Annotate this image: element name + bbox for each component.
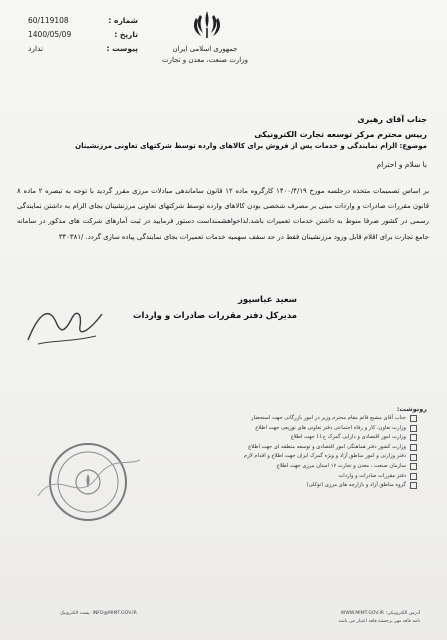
cc-item [167,462,417,472]
footer-note: نامه فاقد مهر برجسته فاقد اعتبار می باشد [338,619,420,624]
letter-date-label: تاریخ : [114,30,138,39]
letter-subject: موضوع: الزام نمایندگی و خدمات پس از فروش برای کالاهای وارده توسط شرکتهای تعاونی مرزنشینان [75,142,427,150]
cc-item-label: جناب آقای مشیع قائم مقام محترم وزیر در امور بازرگانی جهت استحضار [251,415,406,421]
cc-item-label: گروه مناطق آزاد و بازارچه های مرزی (توکلی) [306,482,406,489]
cc-item-label: دفتر وزارتی و امور مناطق آزاد و ویژه گمرک ایران جهت اطلاع و اقدام لازم [244,453,406,460]
footer-address: آدرس الکترونیکی: WWW.MIMT.GOV.IR [340,611,420,616]
checkbox-icon [410,482,417,489]
cc-item-label: سازمان صنعت ، معدن و تجارت ۱۷ استان مرزی جهت اطلاع [276,462,406,469]
signer-name: سعید عباسپور [237,295,297,305]
ministry-line1: جمهوری اسلامی ایران [172,45,238,53]
cc-item [167,472,417,482]
addressee-title: رییس محترم مرکز توسعه تجارت الکترونیکی [254,130,427,139]
letter-body: بر اساس تصمیمات متخذه درجلسه مورخ ۱۴۰۰/۴/۱۹ کارگروه ماده ۱۲ قانون ساماندهی مبادلات مرزی مقرر گردید با توجه به تبصره ۲ ماده ۸ قانون مقررات صادرات و واردات مبنی بر مصرف شخصی بودن کالاهای وارده توسط شرکتهای تعاونی مرزنشینان بجای الزام به داشتن نمایندگی رسمی در کشور صرفا منوط به داشتن خدمات تعمیرات باشد.لذاخواهشمنداست دستور فرمایید در ثبت آمارهای شرکت های مذکور در سامانه جامع تجارت برای اقلام قابل ورود مرزنشینان فقط در حد سقف سهمیه خدمات تعمیرات بجای نمایندگی پیاده سازی گردد. /۳۴۰۳۸۱ [17,187,429,241]
cc-item [167,433,417,443]
footer [60,610,420,626]
checkbox-icon [410,415,417,422]
letter-meta [28,14,138,56]
signer-title: مدیرکل دفتر مقررات صادرات و واردات [133,311,297,321]
iran-emblem-icon [190,8,224,42]
footer-row [60,610,420,618]
ministry-header [150,44,260,66]
handwritten-signature [20,300,110,352]
letter-attachment-row [28,42,138,56]
greeting: با سلام و احترام [376,160,427,169]
cc-item-label: وزارت امور اقتصادی و دارایی گمرک ج.ا.ا جهت اطلاع [290,434,406,441]
letter-number-label: شماره : [108,16,138,25]
checkbox-icon [410,473,417,480]
cc-title: رونوشت: [396,405,427,413]
checkbox-icon [410,425,417,432]
checkbox-icon [410,444,417,451]
letter-attachment: ندارد [28,44,44,53]
cc-item [167,481,417,491]
cc-item-label: وزارت تعاون، کار و رفاه اجتماعی دفتر تعاونی های توزیعی جهت اطلاع [255,424,406,431]
checkbox-icon [410,434,417,441]
checkbox-icon [410,463,417,470]
cc-item-label: وزارت کشور دفتر هماهنگی امور اقتصادی و توسعه منطقه ای جهت اطلاع [248,443,406,450]
footer-email: INFO@MIMT.GOV.IR :پست الکترونیک [60,611,137,616]
cc-item [167,414,417,424]
cc-list [167,414,417,491]
cc-item-label: دفتر مقررات صادرات و واردات [338,472,406,479]
cc-item [167,443,417,453]
letter-attachment-label: پیوست : [106,44,138,53]
addressee-block [27,112,427,142]
letter-date: 1400/05/09 [28,30,72,39]
letter-date-row [28,28,138,42]
ministry-line2: وزارت صنعت، معدن و تجارت [161,56,249,64]
checkbox-icon [410,454,417,461]
cc-item [167,424,417,434]
letter-number: 60/119108 [28,16,69,25]
ministry-seal-icon [28,436,148,528]
addressee-name: جناب آقای رهبری [357,115,427,124]
cc-item [167,452,417,462]
letter-number-row [28,14,138,28]
